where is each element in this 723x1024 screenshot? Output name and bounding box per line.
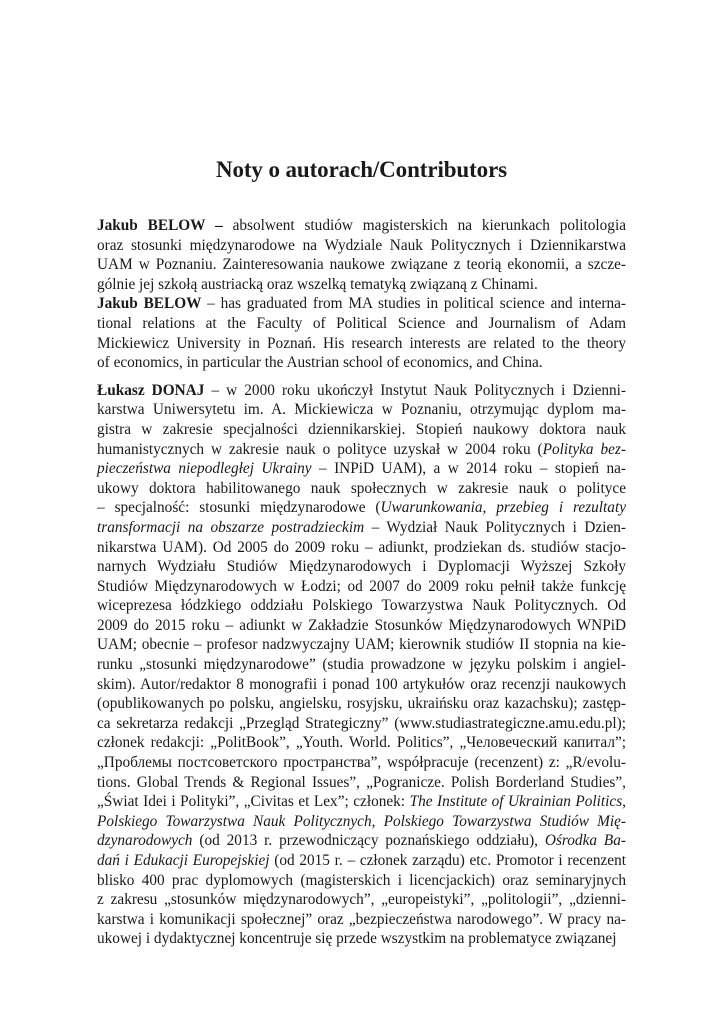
text-run: karstwa Uniwersytetu im. A. Mickiewicza w Poznaniu, otrzymując dyplom ma- bbox=[97, 401, 626, 419]
text-run: nikarstwa UAM). Od 2005 do 2009 roku – adiunkt, prodziekan ds. studiów stacjo- bbox=[97, 538, 626, 556]
text-run: – has graduated from MA studies in political science and interna- bbox=[201, 295, 626, 313]
text-run: absolwent studiów magisterskich na kierunkach politologia bbox=[222, 217, 626, 234]
italic-title: Polityka bez- bbox=[542, 440, 626, 458]
text-run: runku „stosunki międzynarodowe” (studia prowadzone w języku polskim i angiel- bbox=[97, 656, 626, 674]
text-line bbox=[97, 655, 626, 675]
text-run: 2009 do 2015 roku – adiunkt w Zakładzie Stosunków Międzynarodowych WNPiD bbox=[97, 616, 626, 634]
text-run: – specjalność: stosunki międzynarodowe ( bbox=[97, 499, 381, 517]
author-name: Łukasz DONAJ bbox=[97, 381, 205, 399]
text-line bbox=[97, 635, 626, 655]
text-line bbox=[97, 353, 626, 373]
text-run: – w 2000 roku ukończył Instytut Nauk Politycznych i Dzienni- bbox=[204, 381, 626, 399]
text-line bbox=[97, 675, 626, 695]
text-run: członek redakcji: „PolitBook”, „Youth. World. Politics”, „Человеческий капитал”; bbox=[97, 734, 626, 752]
italic-title: Polskiego Towarzystwa Nauk Politycznych bbox=[97, 812, 372, 830]
page-title: Noty o autorach/Contributors bbox=[215, 157, 508, 182]
text-run: wiceprezesa łódzkiego oddziału Polskiego Towarzystwa Nauk Politycznych. Od bbox=[97, 597, 626, 615]
italic-title: Uwarunkowania, przebieg i rezultaty bbox=[380, 499, 626, 517]
text-line bbox=[97, 400, 626, 420]
text-run: blisko 400 prac dyplomowych (magisterskich i licencjackich) oraz seminaryjnych bbox=[97, 871, 626, 889]
text-line bbox=[97, 733, 626, 753]
text-line bbox=[97, 596, 626, 616]
text-line bbox=[97, 773, 626, 793]
text-line bbox=[97, 518, 626, 538]
text-line bbox=[97, 294, 626, 314]
text-run: z zakresu „stosunków międzynarodowych”, „europeistyki”, „politologii”, „dzienni- bbox=[97, 891, 626, 909]
italic-title: pieczeństwa niepodległej Ukrainy bbox=[97, 460, 312, 478]
text-line bbox=[97, 381, 626, 401]
text-line bbox=[97, 616, 626, 636]
text-run: – INPiD UAM), a w 2014 roku – stopień na- bbox=[311, 460, 626, 478]
text-line bbox=[97, 694, 626, 714]
text-line bbox=[97, 498, 626, 518]
text-run: ukowej i dydaktycznej koncentruje się przede wszystkim na problematyce związanej bbox=[97, 930, 617, 948]
text-line bbox=[97, 420, 626, 440]
author-name: Jakub BELOW bbox=[97, 295, 202, 313]
text-run: (od 2013 r. przewodniczący poznańskiego oddziału), bbox=[192, 832, 545, 850]
text-run: gólnie jej szkołą austriacką oraz wszelką tematyką związaną z Chinami. bbox=[97, 275, 538, 293]
text-run: ca sekretarza redakcji „Przegląd Strategiczny” (www.studiastrategiczne.amu.edu.pl); bbox=[97, 714, 626, 732]
bio-paragraph-below-en bbox=[97, 294, 626, 372]
text-run: tional relations at the Faculty of Political Science and Journalism of Adam bbox=[97, 314, 626, 332]
text-run: „Проблемы постсоветского пространства”, współpracuje (recenzent) z: „R/evolu- bbox=[97, 754, 626, 772]
text-run: skim). Autor/redaktor 8 monografii i ponad 100 artykułów oraz recenzji naukowych bbox=[97, 675, 626, 693]
text-run: tions. Global Trends & Regional Issues”, „Pogranicze. Polish Borderland Studies”, bbox=[97, 773, 626, 791]
italic-title: The Institute of Ukrainian Politics bbox=[409, 793, 623, 811]
text-run: Studiów Międzynarodowych w Łodzi; od 2007 do 2009 roku pełnił także funkcję bbox=[97, 577, 626, 595]
text-line bbox=[97, 929, 626, 949]
text-run: UAM w Poznaniu. Zainteresowania naukowe związane z teorią ekonomii, a szcze- bbox=[97, 256, 626, 274]
italic-title: Polskiego Towarzystwa Studiów Mię- bbox=[383, 812, 626, 830]
author-name: Jakub BELOW – bbox=[97, 217, 223, 234]
text-line bbox=[97, 812, 626, 832]
text-line bbox=[97, 577, 626, 597]
italic-title: dzynarodowych bbox=[97, 832, 193, 850]
text-run: UAM; obecnie – profesor nadzwyczajny UAM; kierownik studiów II stopnia na kie- bbox=[97, 636, 626, 654]
text-run: karstwa i komunikacji społecznej” oraz „bezpieczeństwa narodowego”. W pracy na- bbox=[97, 910, 626, 928]
text-line bbox=[97, 753, 626, 773]
paragraph-gap bbox=[97, 373, 626, 381]
italic-title: Ośrodka Ba- bbox=[544, 832, 626, 850]
text-line bbox=[97, 440, 626, 460]
text-run: – Wydział Nauk Politycznych i Dzien- bbox=[364, 518, 626, 536]
text-line bbox=[97, 479, 626, 499]
text-run: „Świat Idei i Polityki”, „Civitas et Lex”; członek: bbox=[97, 793, 410, 811]
contributors-text bbox=[97, 216, 626, 949]
text-run: oraz stosunki międzynarodowe na Wydziale Nauk Politycznych i Dziennikarstwa bbox=[97, 236, 626, 254]
text-line bbox=[97, 792, 626, 812]
text-run: humanistycznych w zakresie nauk o polityce uzyskał w 2004 roku ( bbox=[97, 440, 543, 458]
text-line bbox=[97, 910, 626, 930]
text-run: (opublikowanych po polsku, angielsku, rosyjsku, ukraińsku oraz kazachsku); zastęp- bbox=[97, 695, 626, 713]
bio-paragraph-donaj-pl bbox=[97, 381, 626, 949]
text-line bbox=[97, 236, 626, 256]
text-line bbox=[97, 714, 626, 734]
text-run: ukowy doktora habilitowanego nauk społecznych w zakresie nauk o polityce bbox=[97, 479, 626, 497]
text-run: , bbox=[622, 793, 626, 811]
text-line bbox=[97, 851, 626, 871]
text-run: of economics, in particular the Austrian school of economics, and China. bbox=[97, 354, 543, 372]
text-line bbox=[97, 275, 626, 295]
text-line bbox=[97, 216, 626, 236]
italic-title: dań i Edukacji Europejskiej bbox=[97, 852, 270, 869]
text-line bbox=[97, 557, 626, 577]
bio-paragraph-below-pl bbox=[97, 216, 626, 294]
text-line bbox=[97, 890, 626, 910]
text-line bbox=[97, 459, 626, 479]
text-run: , bbox=[371, 812, 384, 830]
text-line bbox=[97, 334, 626, 354]
text-line bbox=[97, 538, 626, 558]
text-run: (od 2015 r. – członek zarządu) etc. Promotor i recenzent bbox=[269, 852, 626, 869]
text-line bbox=[97, 871, 626, 891]
text-line bbox=[97, 255, 626, 275]
text-run: gistra w zakresie specjalności dziennikarskiej. Stopień naukowy doktora nauk bbox=[97, 420, 626, 438]
italic-title: transformacji na obszarze postradzieckim bbox=[97, 518, 365, 536]
text-run: narnych Wydziału Studiów Międzynarodowych i Dyplomacji Wyższej Szkoły bbox=[97, 558, 626, 576]
text-line bbox=[97, 831, 626, 851]
text-line bbox=[97, 314, 626, 334]
text-run: Mickiewicz University in Poznań. His research interests are related to the theory bbox=[97, 334, 626, 352]
